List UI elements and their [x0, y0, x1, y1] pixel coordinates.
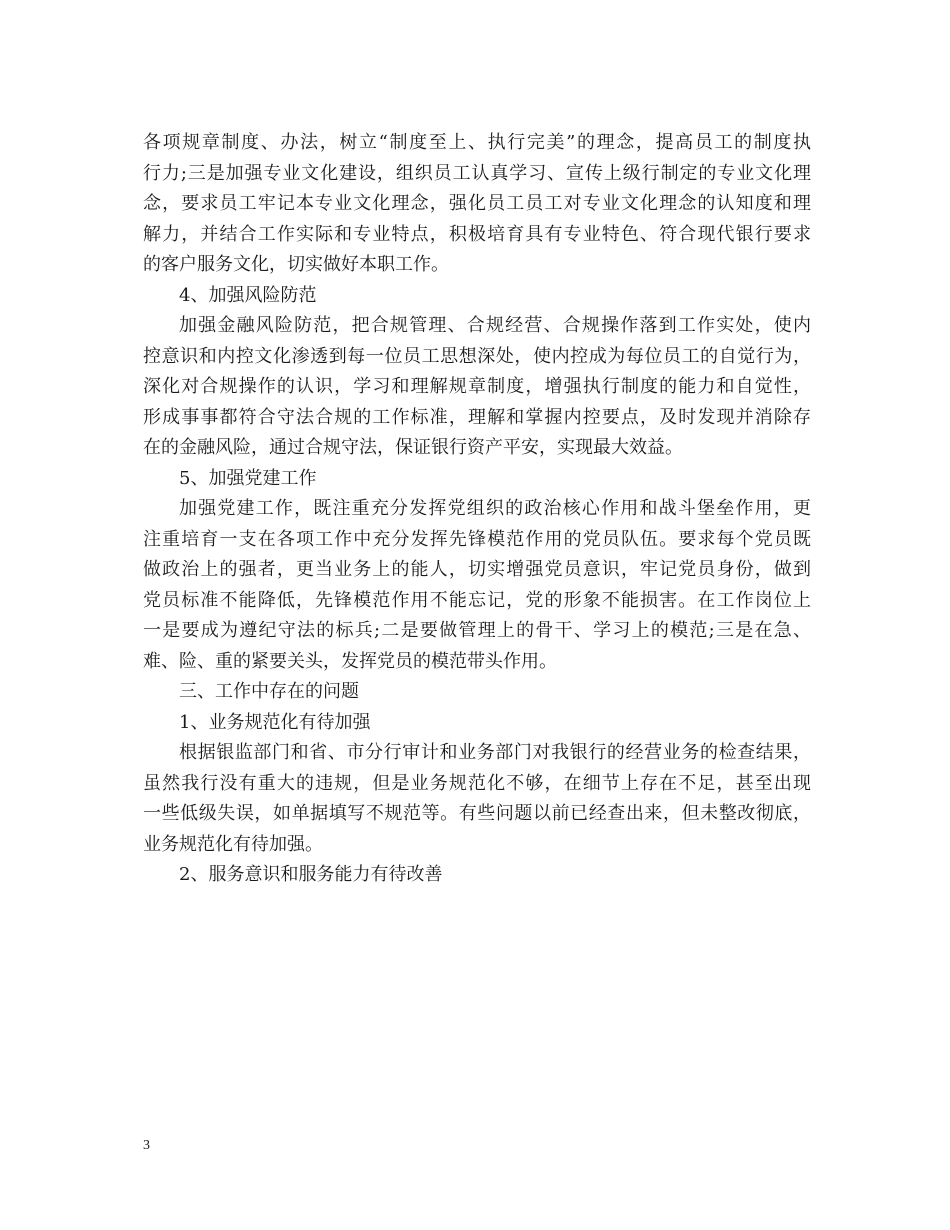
- page-number: 3: [143, 1138, 150, 1153]
- text-line: 加强金融风险防范，把合规管理、合规经营、合规操作落到工作实处，使内: [179, 315, 811, 336]
- section-heading: 2、服务意识和服务能力有待改善: [179, 864, 443, 885]
- chapter-heading: 三、工作中存在的问题: [179, 681, 359, 702]
- text-line: 虽然我行没有重大的违规，但是业务规范化不够，在细节上存在不足，甚至出现: [143, 772, 811, 794]
- text-line: 一是要成为遵纪守法的标兵;二是要做管理上的骨干、学习上的模范;三是在急、: [143, 620, 811, 641]
- text-line: 根据银监部门和省、市分行审计和业务部门对我银行的经营业务的检查结果，: [179, 742, 811, 763]
- text-line: 解力，并结合工作实际和专业特点，积极培育具有专业特色、符合现代银行要求: [143, 223, 811, 245]
- text-line: 业务规范化有待加强。: [143, 833, 323, 855]
- text-line: 行力;三是加强专业文化建设，组织员工认真学习、宣传上级行制定的专业文化理: [143, 162, 811, 184]
- text-line: 的客户服务文化，切实做好本职工作。: [143, 254, 449, 275]
- text-line: 念，要求员工牢记本专业文化理念，强化员工员工对专业文化理念的认知度和理: [143, 193, 811, 214]
- section-heading: 5、加强党建工作: [179, 467, 317, 489]
- text-line: 一些低级失误，如单据填写不规范等。有些问题以前已经查出来，但未整改彻底，: [143, 803, 811, 824]
- section-heading: 1、业务规范化有待加强: [179, 711, 371, 733]
- text-line: 深化对合规操作的认识，学习和理解规章制度，增强执行制度的能力和自觉性，: [143, 376, 811, 397]
- body-text: [143, 128, 811, 891]
- text-line: 形成事事都符合守法合规的工作标准，理解和掌握内控要点，及时发现并消除存: [143, 406, 811, 428]
- text-line: 做政治上的强者，更当业务上的能人，切实增强党员意识，牢记党员身份，做到: [143, 559, 811, 580]
- text-line: 控意识和内控文化渗透到每一位员工思想深处，使内控成为每位员工的自觉行为，: [143, 345, 811, 367]
- text-line: 注重培育一支在各项工作中充分发挥先锋模范作用的党员队伍。要求每个党员既: [143, 528, 811, 550]
- text-line: 各项规章制度、办法，树立“制度至上、执行完美”的理念，提高员工的制度执: [143, 132, 811, 153]
- text-line: 难、险、重的紧要关头，发挥党员的模范带头作用。: [143, 650, 557, 672]
- section-heading: 4、加强风险防范: [179, 284, 317, 306]
- text-line: 党员标准不能降低，先锋模范作用不能忘记，党的形象不能损害。在工作岗位上: [143, 589, 811, 611]
- text-line: 在的金融风险，通过合规守法，保证银行资产平安，实现最大效益。: [143, 437, 683, 458]
- text-line: 加强党建工作，既注重充分发挥党组织的政治核心作用和战斗堡垒作用，更: [179, 498, 811, 519]
